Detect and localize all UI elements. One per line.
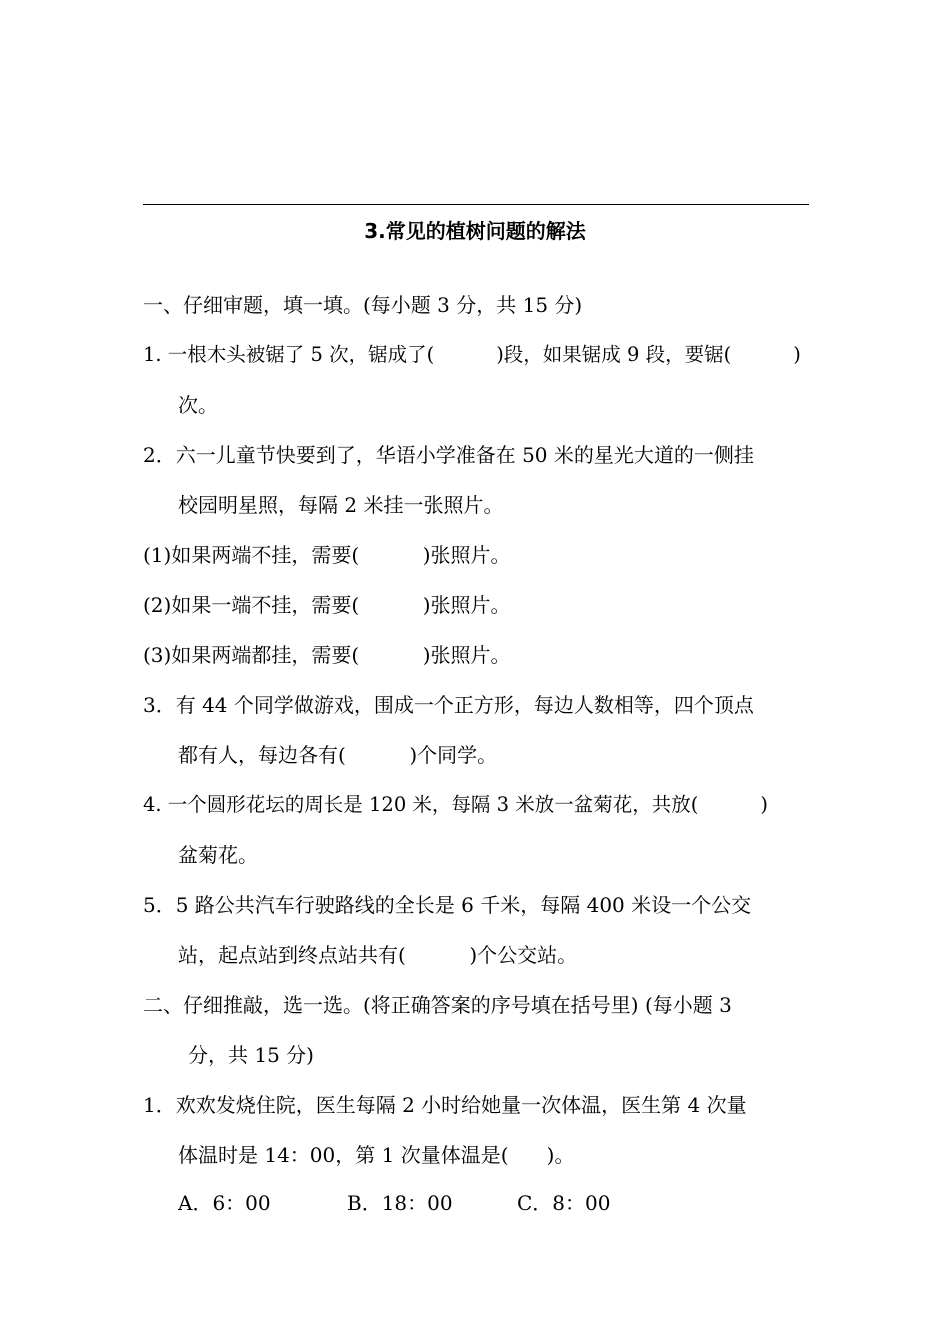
question-1-line-1: 1. 一根木头被锯了 5 次，锯成了( )段，如果锯成 9 段，要锯( ) bbox=[143, 343, 801, 366]
header-rule bbox=[143, 204, 809, 205]
option-b: B．18：00 bbox=[347, 1191, 453, 1215]
choice-question-1-line-1: 1．欢欢发烧住院，医生每隔 2 小时给她量一次体温，医生第 4 次量 bbox=[143, 1093, 747, 1117]
question-2-line-2: 校园明星照，每隔 2 米挂一张照片。 bbox=[178, 493, 504, 517]
question-3-line-2: 都有人，每边各有( )个同学。 bbox=[178, 743, 498, 767]
question-4-line-2: 盆菊花。 bbox=[178, 843, 258, 867]
section-2-heading-line-2: 分，共 15 分) bbox=[188, 1043, 314, 1067]
page-title: 3.常见的植树问题的解法 bbox=[364, 219, 586, 243]
question-2-sub-3: (3)如果两端都挂，需要( )张照片。 bbox=[143, 643, 511, 667]
question-1-line-2: 次。 bbox=[178, 393, 218, 417]
question-5-line-1: 5．5 路公共汽车行驶路线的全长是 6 千米，每隔 400 米设一个公交 bbox=[143, 893, 752, 917]
question-2-line-1: 2．六一儿童节快要到了，华语小学准备在 50 米的星光大道的一侧挂 bbox=[143, 443, 754, 467]
section-1-heading: 一、仔细审题，填一填。(每小题 3 分，共 15 分) bbox=[143, 293, 583, 317]
section-2-heading-line-1: 二、仔细推敲，选一选。(将正确答案的序号填在括号里) (每小题 3 bbox=[143, 993, 732, 1017]
choice-question-1-line-2: 体温时是 14：00，第 1 次量体温是( )。 bbox=[178, 1143, 575, 1167]
option-a: A．6：00 bbox=[178, 1191, 271, 1215]
option-c: C．8：00 bbox=[517, 1191, 611, 1215]
question-3-line-1: 3．有 44 个同学做游戏，围成一个正方形，每边人数相等，四个顶点 bbox=[143, 693, 754, 717]
question-2-sub-1: (1)如果两端不挂，需要( )张照片。 bbox=[143, 543, 511, 567]
question-4-line-1: 4. 一个圆形花坛的周长是 120 米，每隔 3 米放一盆菊花，共放( ) bbox=[143, 793, 768, 816]
question-2-sub-2: (2)如果一端不挂，需要( )张照片。 bbox=[143, 593, 511, 617]
question-5-line-2: 站，起点站到终点站共有( )个公交站。 bbox=[178, 943, 578, 967]
